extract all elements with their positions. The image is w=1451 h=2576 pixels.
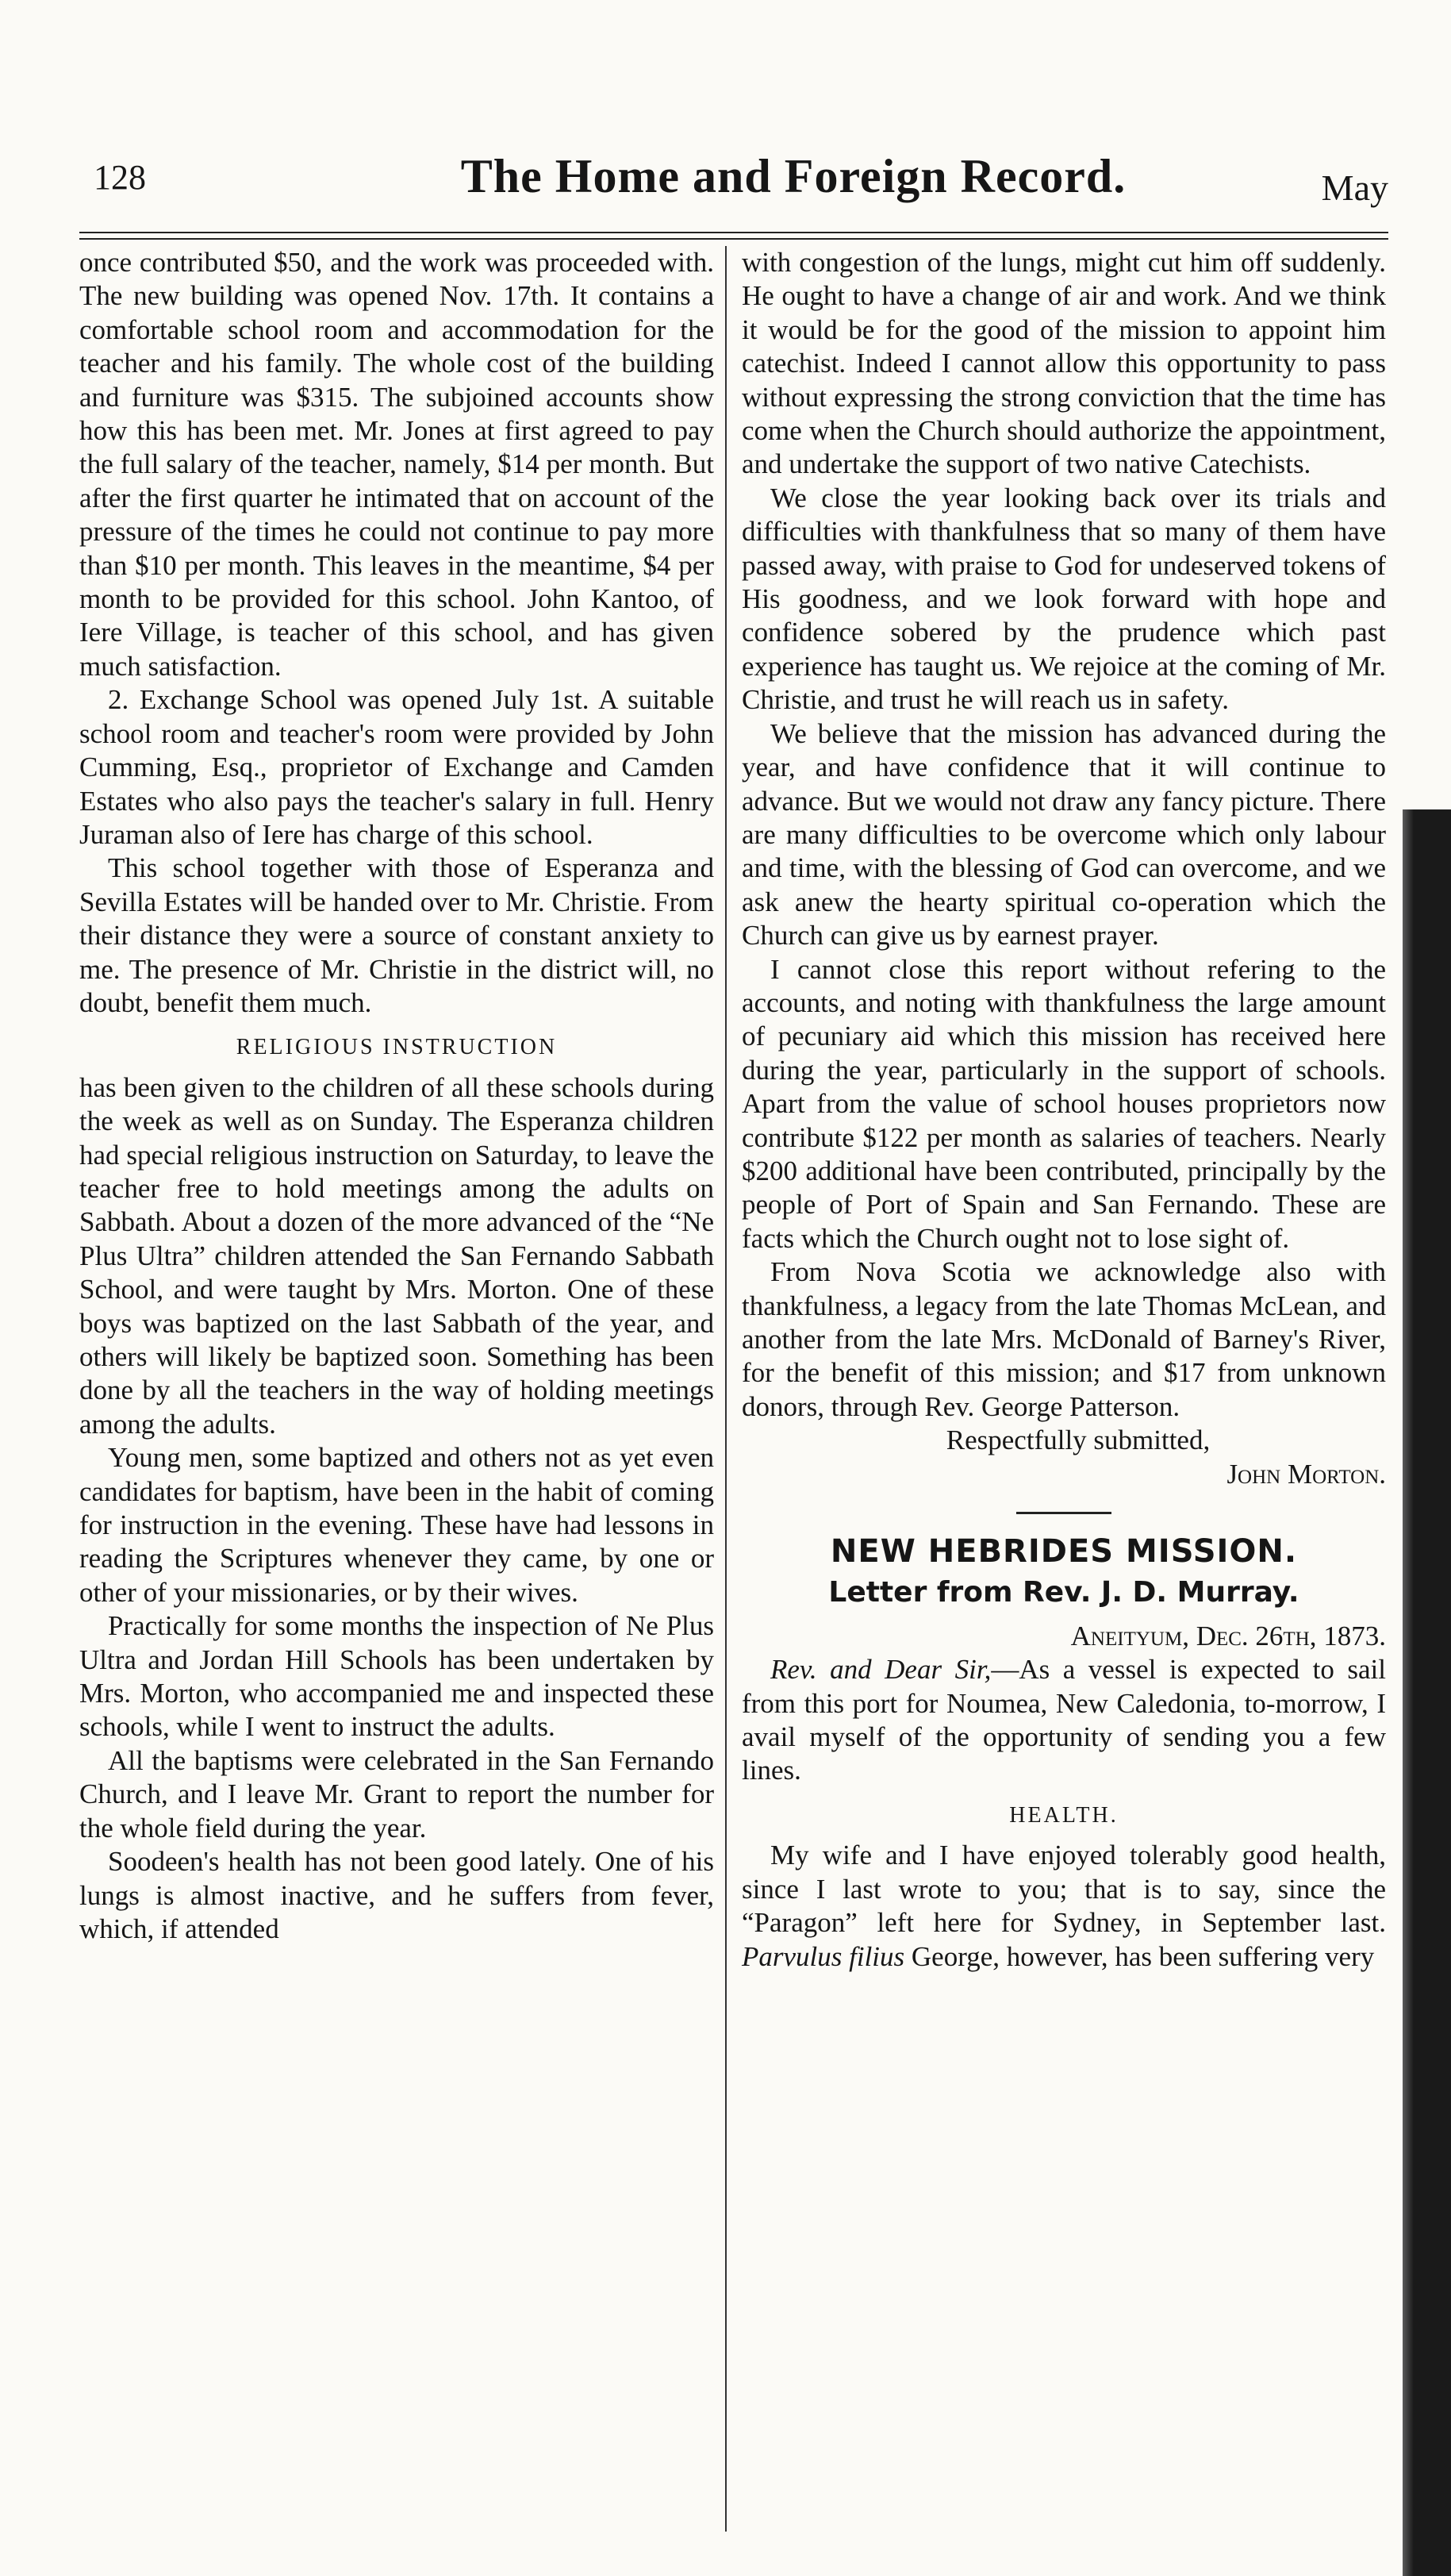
section-subtitle: Letter from Rev. J. D. Murray. bbox=[828, 1576, 1299, 1609]
paragraph: has been given to the children of all these schools during the week as well as on Sunday. The Esperanza children had special religious instruction on Saturday, to leave the teacher free to hold meetings among the adults on Sabbath. About a dozen of the more advanced of the “Ne Plus Ultra” children attended the San Fernando Sabbath School, and were taught by Mrs. Morton. One of these boys was baptized on the last Sabbath of the year, and others will likely be baptized soon. Something has been done by all the teachers in the way of holding meetings among the adults. bbox=[79, 1071, 714, 1440]
paragraph: We believe that the mission has advanced during the year, and have confidence that it will continue to advance. But we would not draw any fancy picture. There are many difficulties to be overcome which only labour and time, with the blessing of God can overcome, and we ask anew the hearty spiritual co-operation which the Church can give us by earnest prayer. bbox=[742, 717, 1386, 952]
signoff-line: Respectfully submitted, bbox=[946, 1424, 1211, 1456]
salutation: Rev. and Dear Sir, bbox=[770, 1654, 992, 1686]
running-title: The Home and Foreign Record. bbox=[460, 150, 1127, 202]
paragraph-text: George, however, has been suffering very bbox=[904, 1940, 1375, 1972]
right-column bbox=[742, 246, 1386, 1974]
paragraph: This school together with those of Esperanza and Sevilla Estates will be handed over to Mr. Christie. From their distance they were a source of constant anxiety to me. The presence of Mr. Christie in the district will, no doubt, benefit them much. bbox=[79, 852, 714, 1018]
left-column bbox=[79, 246, 714, 1946]
signoff-name: John Morton. bbox=[1226, 1458, 1386, 1490]
latin-phrase: Parvulus filius bbox=[742, 1940, 905, 1972]
paragraph bbox=[742, 1653, 1386, 1788]
column-divider bbox=[725, 246, 727, 2532]
paragraph: Practically for some months the inspection of Ne Plus Ultra and Jordan Hill Schools has been undertaken by Mrs. Morton, who accompanied me and inspected these schools, while I went to instruct the adults. bbox=[79, 1610, 714, 1743]
paragraph: Soodeen's health has not been good lately. One of his lungs is almost inactive, and he suffers from fever, which, if attended bbox=[79, 1846, 714, 1944]
paragraph: once contributed $50, and the work was proceeded with. The new building was opened Nov. 17th. It contains a comfortable school room and accommodation for the teacher and his family. The whole cost of the building and furniture was $315. The subjoined accounts show how this has been met. Mr. Jones at first agreed to pay the full salary of the teacher, namely, $14 per month. But after the first quarter he intimated that on account of the pressure of the times he could not continue to pay more than $10 per month. This leaves in the meantime, $4 per month to be provided for this school. John Kantoo, of Iere Village, is teacher of this school, and has given much satisfaction. bbox=[79, 247, 714, 682]
paragraph: with congestion of the lungs, might cut him off suddenly. He ought to have a change of air and work. And we think it would be for the good of the mission to appoint him catechist. Indeed I cannot allow this opportunity to pass without expressing the strong conviction that the time has come when the Church should authorize the appointment, and undertake the support of two native Catechists. bbox=[742, 247, 1386, 480]
paragraph: 2. Exchange School was opened July 1st. A suitable school room and teacher's room were provided by John Cumming, Esq., proprietor of Exchange and Camden Estates who also pays the teacher's salary in full. Henry Juraman also of Iere has charge of this school. bbox=[79, 684, 714, 850]
section-rule bbox=[1016, 1512, 1111, 1514]
paragraph-text: My wife and I have enjoyed tolerably good health, since I last wrote to you; that is to say, since the “Paragon” left here for Sydney, in September last. bbox=[742, 1840, 1386, 1939]
paragraph: I cannot close this report without refering to the accounts, and noting with thankfulness the large amount of pecuniary aid which this mission has received here during the year, particularly in the support of schools. Apart from the value of school houses proprietors now contribute $122 per month as salaries of teachers. Nearly $200 additional have been contributed, principally by the people of Port of Spain and San Fernando. These are facts which the Church ought not to lose sight of. bbox=[742, 953, 1386, 1254]
letter-dateline: Aneityum, Dec. 26th, 1873. bbox=[1070, 1620, 1386, 1651]
paragraph bbox=[742, 1839, 1386, 1974]
issue-month: May bbox=[1321, 167, 1388, 208]
paragraph: From Nova Scotia we acknowledge also with thankfulness, a legacy from the late Thomas McLean, and another from the late Mrs. McDonald of Barney's River, for the benefit of this mission; and $17 from unknown donors, through Rev. George Patterson. bbox=[742, 1256, 1386, 1422]
header-rule bbox=[79, 232, 1388, 240]
page-header bbox=[87, 143, 1388, 230]
subheading-religious-instruction: RELIGIOUS INSTRUCTION bbox=[236, 1035, 558, 1060]
paragraph: We close the year looking back over its trials and difficulties with thankfulness that so many of them have passed away, with praise to God for undeserved tokens of His goodness, and we look forward with hope and confidence sobered by the prudence which past experience has taught us. We rejoice at the coming of Mr. Christie, and trust he will reach us in safety. bbox=[742, 482, 1386, 716]
page-number: 128 bbox=[94, 158, 146, 197]
paragraph-text: —As a vessel is expected to sail from this port for Noumea, New Caledonia, to-morrow, I avail myself of the opportunity of sending you a few lines. bbox=[742, 1654, 1386, 1786]
section-title: NEW HEBRIDES MISSION. bbox=[830, 1533, 1298, 1571]
paragraph: Young men, some baptized and others not as yet even candidates for baptism, have been in the habit of coming for instruction in the evening. These have had lessons in reading the Scriptures whenever they came, by one or other of your missionaries, or by their wives. bbox=[79, 1442, 714, 1608]
page-edge-shadow bbox=[1403, 809, 1451, 2576]
subheading-health: HEALTH. bbox=[1009, 1802, 1119, 1828]
paragraph: All the baptisms were celebrated in the San Fernando Church, and I leave Mr. Grant to report the number for the whole field during the year. bbox=[79, 1744, 714, 1844]
